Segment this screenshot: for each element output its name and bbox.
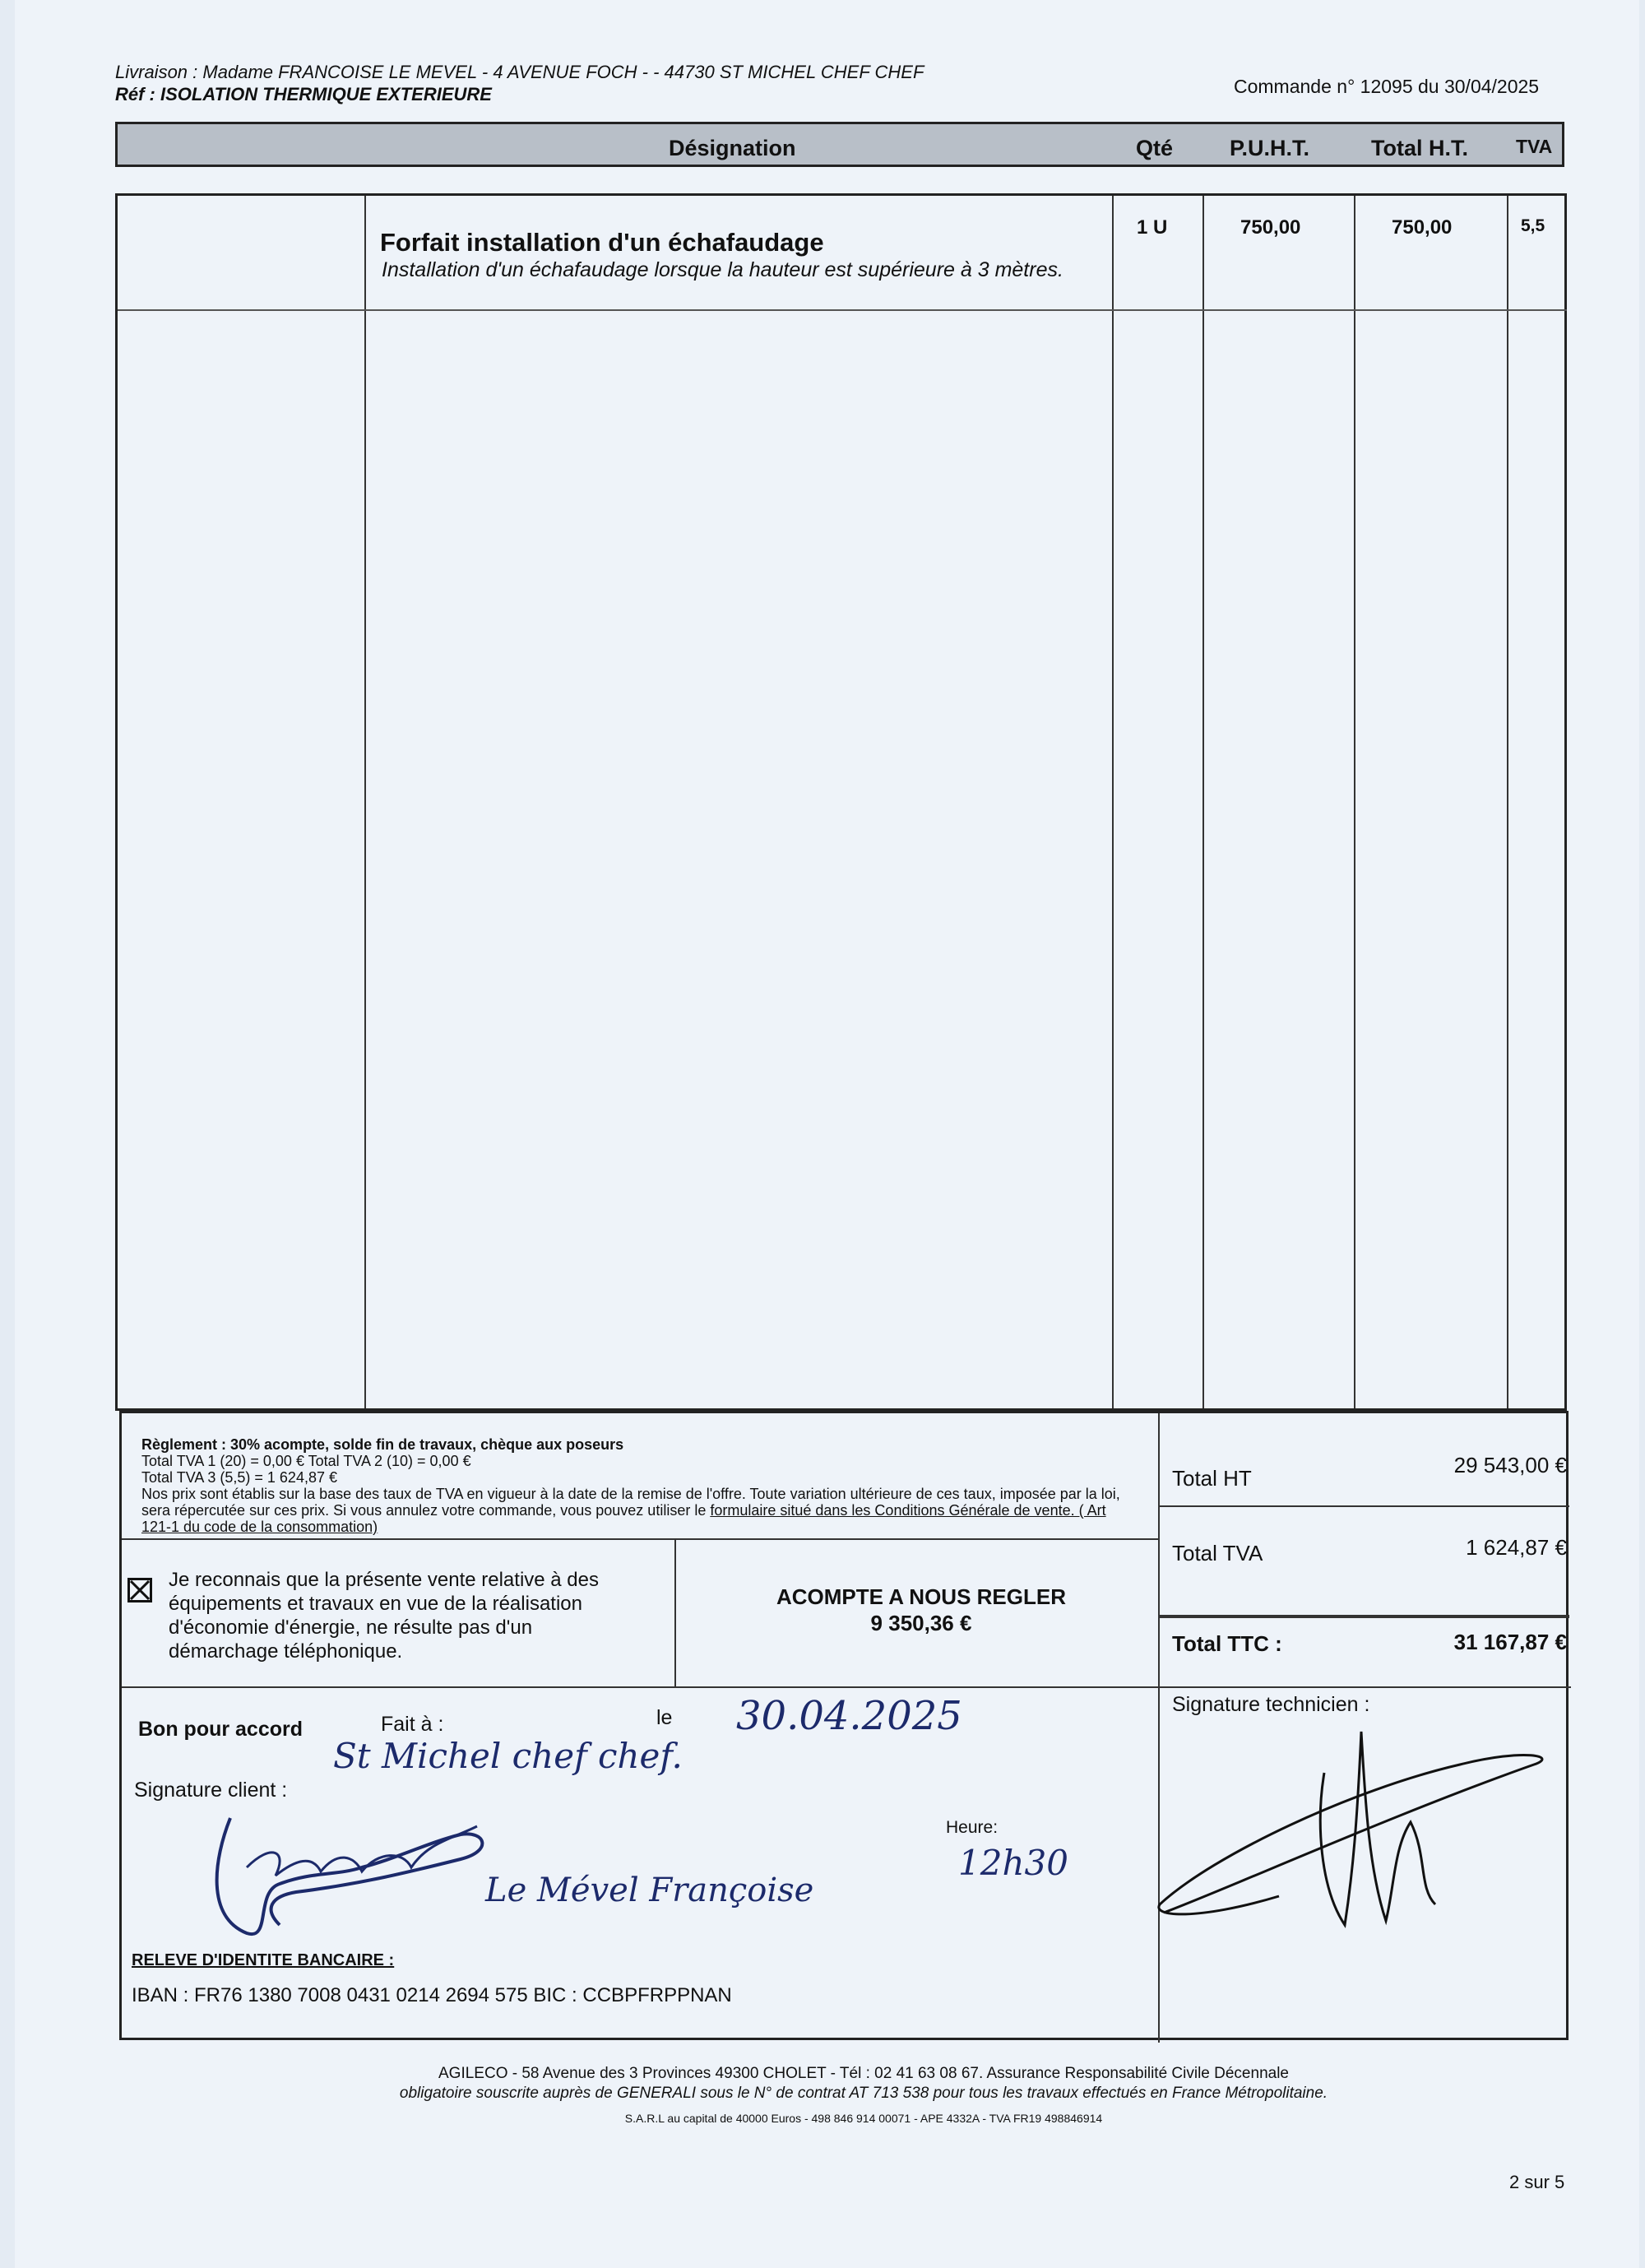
delivery-value: Madame FRANCOISE LE MEVEL - 4 AVENUE FOCH - - 44730 ST MICHEL CHEF CHEF <box>202 62 924 82</box>
made-at-handwritten: St Michel chef chef. <box>333 1736 683 1776</box>
total-tva-value: 1 624,87 € <box>1466 1535 1567 1560</box>
vat-notice-link-text: formulaire situé dans les Conditions Générale de vente. ( Art 121-1 du code de la consommation) <box>141 1502 1106 1535</box>
item-vat: 5,5 <box>1521 216 1545 235</box>
delivery-line <box>115 62 924 83</box>
row-divider <box>118 309 1567 311</box>
vat-breakdown-1: Total TVA 1 (20) = 0,00 € Total TVA 2 (10) = 0,00 € <box>141 1453 471 1469</box>
col-total-ht: Total H.T. <box>1371 136 1468 160</box>
item-title: Forfait installation d'un échafaudage <box>380 228 824 257</box>
summary-divider <box>1158 1615 1569 1618</box>
hour-label: Heure: <box>946 1818 999 1837</box>
summary-divider <box>1158 1505 1569 1507</box>
items-table <box>115 193 1567 1411</box>
payment-terms-block <box>141 1436 1128 1535</box>
col-unit-price: P.U.H.T. <box>1230 136 1310 160</box>
total-ht-value: 29 543,00 € <box>1453 1453 1567 1477</box>
table-divider <box>1507 196 1508 1408</box>
table-divider <box>1112 196 1114 1408</box>
check-mark-icon <box>130 1580 150 1600</box>
item-unit-price: 750,00 <box>1240 216 1301 239</box>
reference-line <box>115 84 492 105</box>
item-description: Installation d'un échafaudage lorsque la hauteur est supérieure à 3 mètres. <box>382 258 1063 281</box>
total-ttc-value: 31 167,87 € <box>1453 1630 1567 1654</box>
column-header-bar <box>115 122 1564 167</box>
reference-label: Réf : <box>115 84 155 104</box>
vat-notice: Nos prix sont établis sur la base des taux de TVA en vigueur à la date de la remise de l'offre. Toute variation ultérieure de ces taux, imposée par la loi, sera répercutée sur ces prix. Si vous annulez votre commande, vous pouvez utiliser le formulaire situé dans les Conditions Générale de vente. ( Art 121-1 du code de la consommation) <box>141 1486 1120 1535</box>
reference-value: ISOLATION THERMIQUE EXTERIEURE <box>160 84 492 104</box>
summary-divider <box>122 1538 1158 1540</box>
col-designation: Désignation <box>669 136 796 160</box>
page-number: 2 sur 5 <box>1509 2172 1565 2192</box>
payment-terms: Règlement : 30% acompte, solde fin de travaux, chèque aux poseurs <box>141 1436 624 1453</box>
technician-signature-label: Signature technicien : <box>1172 1693 1370 1716</box>
total-ht-label: Total HT <box>1172 1466 1252 1491</box>
date-handwritten: 30.04.2025 <box>736 1693 962 1739</box>
table-divider <box>364 196 366 1408</box>
client-signature-label: Signature client : <box>134 1779 288 1802</box>
footer-company: AGILECO - 58 Avenue des 3 Provinces 49300 CHOLET - Tél : 02 41 63 08 67. Assurance Responsabilité Civile Décennale <box>438 2065 1289 2082</box>
hour-handwritten: 12h30 <box>958 1843 1068 1883</box>
table-divider <box>1202 196 1204 1408</box>
deposit-block <box>691 1584 1152 1636</box>
acknowledgement-checkbox[interactable] <box>127 1578 152 1602</box>
technician-signature-image <box>1147 1723 1559 1937</box>
col-qty: Qté <box>1136 136 1174 160</box>
total-tva-label: Total TVA <box>1172 1541 1263 1565</box>
deposit-label: ACOMPTE A NOUS REGLER <box>776 1584 1066 1609</box>
col-vat: TVA <box>1516 136 1553 157</box>
date-label: le <box>656 1706 673 1729</box>
table-divider <box>1354 196 1355 1408</box>
total-ttc-label: Total TTC : <box>1172 1631 1282 1656</box>
footer-legal: S.A.R.L au capital de 40000 Euros - 498 846 914 00071 - APE 4332A - TVA FR19 498846914 <box>624 2112 1103 2125</box>
client-name-handwritten: Le Mével Françoise <box>485 1871 814 1909</box>
summary-divider <box>674 1538 676 1686</box>
made-at-label: Fait à : <box>381 1713 444 1736</box>
deposit-amount: 9 350,36 € <box>870 1611 972 1635</box>
item-total-ht: 750,00 <box>1392 216 1453 239</box>
delivery-label: Livraison : <box>115 62 198 82</box>
acknowledgement-text: Je reconnais que la présente vente relative à des équipements et travaux en vue de la réalisation d'économie d'énergie, ne résulte pas d'un démarchage téléphonique. <box>169 1569 599 1663</box>
order-number: Commande n° 12095 du 30/04/2025 <box>1234 76 1540 97</box>
summary-divider <box>122 1686 1571 1688</box>
bank-details-iban: IBAN : FR76 1380 7008 0431 0214 2694 575 BIC : CCBPFRPPNAN <box>132 1984 732 2006</box>
footer-insurance: obligatoire souscrite auprès de GENERALI sous le N° de contrat AT 713 538 pour tous les travaux effectués en France Métropolitaine. <box>399 2085 1328 2102</box>
bank-details-title: RELEVE D'IDENTITE BANCAIRE : <box>132 1951 395 1969</box>
agreement-label: Bon pour accord <box>138 1718 304 1741</box>
vat-breakdown-2: Total TVA 3 (5,5) = 1 624,87 € <box>141 1469 337 1486</box>
client-signature-image <box>197 1793 510 1950</box>
item-qty: 1 U <box>1137 216 1168 239</box>
